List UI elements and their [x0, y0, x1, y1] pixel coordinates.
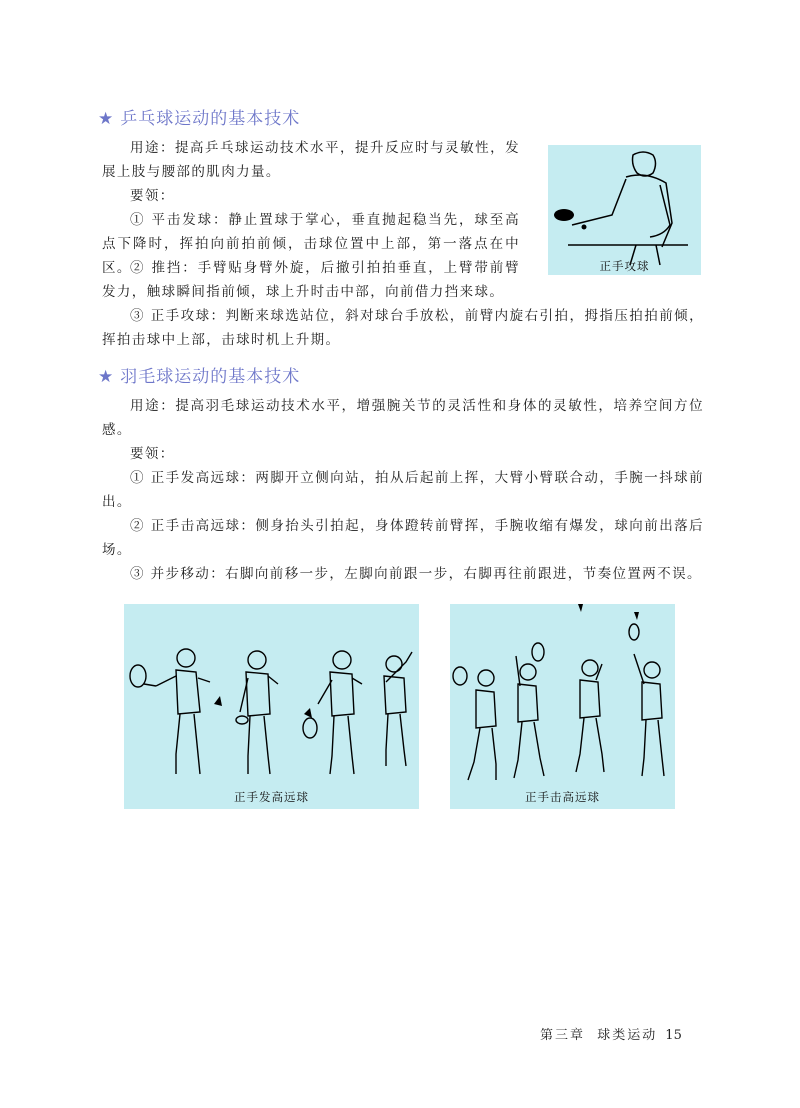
tt-point-1: ① 平击发球：静止置球于掌心，垂直抛起稳当先，球至高点下降时，挥拍向前拍前倾，击球位置中上部，第一落点在中区。: [102, 212, 520, 276]
figure-forehand-high-serve: [124, 604, 419, 809]
bm-key-label: 要领：: [130, 446, 175, 462]
page-footer: [540, 1024, 682, 1043]
bm-point-3: ③ 并步移动：右脚向前移一步，左脚向前跟一步，右脚再往前跟进，节奏位置两不误。: [130, 566, 702, 582]
figure-caption: 正手攻球: [599, 259, 650, 273]
star-icon: ★: [98, 367, 115, 387]
figure-forehand-clear: [450, 604, 675, 809]
section-title-text: 乒乓球运动的基本技术: [120, 109, 301, 129]
forehand-clear-illustration: [450, 604, 675, 809]
forehand-attack-illustration: [548, 145, 701, 275]
chapter-number: 第三章: [540, 1028, 586, 1043]
figure-forehand-attack: [548, 145, 701, 275]
section-title-badminton: [98, 362, 300, 387]
chapter-title: 球类运动: [597, 1028, 658, 1043]
figure-caption: 正手击高远球: [525, 790, 600, 804]
star-icon: ★: [98, 109, 115, 129]
bm-point-2: ② 正手击高远球：侧身抬头引拍起，身体蹬转前臂挥，手腕收缩有爆发，球向前出落后场。: [102, 518, 704, 558]
tt-point-3: ③ 正手攻球：判断来球选站位，斜对球台手放松，前臂内旋右引拍，拇指压拍拍前倾，挥拍击球中上部，击球时机上升期。: [102, 308, 704, 348]
section-title-text: 羽毛球运动的基本技术: [120, 367, 301, 387]
tt-key-label: 要领：: [130, 188, 175, 204]
tt-purpose: 用途：提高乒乓球运动技术水平，提升反应时与灵敏性，发展上肢与腰部的肌肉力量。: [102, 140, 520, 180]
page-number: 15: [665, 1028, 682, 1043]
bm-point-1: ① 正手发高远球：两脚开立侧向站，拍从后起前上挥，大臂小臂联合动，手腕一抖球前出。: [102, 470, 704, 510]
figure-caption: 正手发高远球: [234, 790, 309, 804]
high-serve-illustration: [124, 604, 419, 809]
tt-point-2: ② 推挡：手臂贴身臂外旋，后撤引拍拍垂直，上臂带前臂发力，触球瞬间指前倾，球上升时击中部，向前借力挡来球。: [102, 260, 520, 300]
section-title-table-tennis: [98, 104, 300, 129]
bm-purpose: 用途：提高羽毛球运动技术水平，增强腕关节的灵活性和身体的灵敏性，培养空间方位感。: [102, 398, 704, 438]
